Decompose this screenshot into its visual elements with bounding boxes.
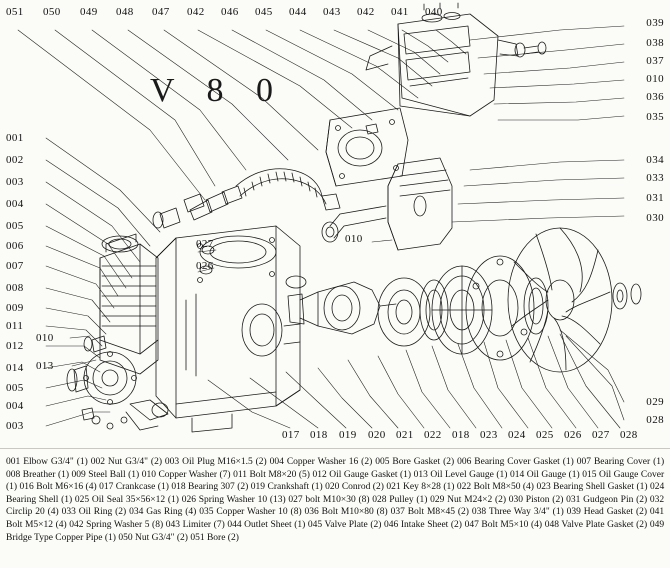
legend-no: 008 bbox=[6, 469, 21, 480]
legend-text: Bolt M10×80 (8) bbox=[321, 507, 388, 518]
legend-no: 046 bbox=[384, 519, 399, 530]
legend-item bbox=[227, 520, 305, 530]
legend-no: 024 bbox=[649, 482, 665, 493]
callout-008: 008 bbox=[6, 282, 24, 294]
callout-020: 020 bbox=[368, 429, 386, 441]
legend-text: Bearing Shell Gasket (1) bbox=[553, 482, 648, 493]
legend-text: Spring Washer 10 (13) bbox=[198, 494, 286, 505]
legend-item bbox=[577, 457, 664, 467]
legend-item bbox=[472, 507, 564, 517]
legend-text: Crankshaft (1) bbox=[267, 482, 323, 493]
legend-no: 012 bbox=[312, 469, 327, 480]
legend-text: Bearing Cover (1) bbox=[593, 457, 665, 467]
legend-no: 032 bbox=[649, 494, 665, 505]
legend-text: Oil Gauge Cover (1) bbox=[6, 469, 665, 493]
callout-034: 034 bbox=[646, 154, 664, 166]
legend-text: Breather (1) bbox=[22, 469, 70, 480]
legend-no: 010 bbox=[141, 469, 156, 480]
callout-018b: 018 bbox=[452, 429, 470, 441]
legend-no: 023 bbox=[536, 482, 551, 493]
legend-item bbox=[430, 495, 506, 505]
legend-item bbox=[391, 507, 469, 517]
legend-no: 019 bbox=[250, 482, 266, 493]
legend-text: Bearing Shell (1) bbox=[6, 494, 73, 505]
callout-010-right: 010 bbox=[646, 73, 664, 85]
legend-item bbox=[305, 507, 388, 517]
legend-item bbox=[414, 470, 508, 480]
legend-item bbox=[199, 507, 301, 517]
callout-003b: 003 bbox=[6, 420, 24, 432]
legend-item bbox=[375, 457, 454, 467]
callout-005b: 005 bbox=[6, 382, 24, 394]
legend-item bbox=[457, 457, 574, 467]
legend-no: 006 bbox=[457, 457, 472, 467]
legend-text: Bolt M5×12 (4) bbox=[6, 519, 67, 530]
legend-item bbox=[372, 495, 427, 505]
legend-text: Gudgeon Pin (2) bbox=[583, 494, 648, 505]
legend-item bbox=[69, 520, 163, 530]
legend-no: 028 bbox=[372, 494, 387, 505]
legend-no: 021 bbox=[386, 482, 401, 493]
callout-051: 051 bbox=[6, 6, 24, 18]
callout-038: 038 bbox=[646, 37, 664, 49]
legend-no: 013 bbox=[413, 469, 428, 480]
legend-text: Head Gasket (2) bbox=[583, 507, 648, 518]
callout-045: 045 bbox=[255, 6, 273, 18]
legend-item bbox=[142, 470, 231, 480]
legend-item bbox=[465, 520, 543, 530]
callout-026-inner: 026 bbox=[196, 260, 214, 272]
legend-item bbox=[190, 533, 239, 543]
legend-text: Oil Plug M16×1.5 (2) bbox=[182, 457, 267, 467]
legend-item bbox=[99, 482, 169, 492]
callout-027b: 027 bbox=[592, 429, 610, 441]
legend-no: 036 bbox=[304, 507, 319, 518]
legend-text: Oil Ring (2) bbox=[78, 507, 127, 518]
legend-no: 009 bbox=[71, 469, 86, 480]
legend-text: Piston (2) bbox=[525, 494, 564, 505]
callout-043: 043 bbox=[323, 6, 341, 18]
callout-003: 003 bbox=[6, 176, 24, 188]
legend-no: 030 bbox=[508, 494, 524, 505]
callout-022: 022 bbox=[424, 429, 442, 441]
legend-item bbox=[72, 470, 140, 480]
legend-item bbox=[457, 482, 534, 492]
legend-item bbox=[182, 495, 286, 505]
callout-018: 018 bbox=[310, 429, 328, 441]
legend-no: 025 bbox=[74, 494, 90, 505]
callout-010-left: 010 bbox=[36, 332, 54, 344]
legend-text: Oil Gauge (1) bbox=[526, 469, 580, 480]
legend-text: Conrod (2) bbox=[341, 482, 384, 493]
legend-text: Valve Plate Gasket (2) bbox=[561, 519, 648, 530]
callout-017: 017 bbox=[282, 429, 300, 441]
legend-no: 007 bbox=[576, 457, 591, 467]
callout-031: 031 bbox=[646, 192, 664, 204]
legend-item bbox=[165, 457, 267, 467]
legend-text: Three Way 3/4" (1) bbox=[488, 507, 564, 518]
legend-no: 039 bbox=[566, 507, 581, 518]
legend-no: 034 bbox=[129, 507, 144, 518]
legend-item bbox=[536, 482, 647, 492]
legend-item bbox=[118, 533, 188, 543]
callout-035: 035 bbox=[646, 111, 664, 123]
legend-item bbox=[171, 482, 248, 492]
legend-no: 031 bbox=[566, 494, 581, 505]
legend-no: 041 bbox=[649, 507, 665, 518]
legend-text: Circlip 20 (4) bbox=[6, 507, 59, 518]
legend-item bbox=[75, 495, 179, 505]
callout-023: 023 bbox=[480, 429, 498, 441]
legend-item bbox=[233, 470, 310, 480]
legend-item bbox=[308, 520, 382, 530]
legend-item bbox=[91, 457, 162, 467]
legend-no: 014 bbox=[509, 469, 525, 480]
legend-item bbox=[288, 495, 369, 505]
legend-no: 016 bbox=[19, 482, 34, 493]
legend-item bbox=[566, 495, 647, 505]
callout-028: 028 bbox=[646, 414, 664, 426]
legend-text: Bolt M8×50 (4) bbox=[473, 482, 534, 493]
legend-text: Bolt M8×45 (2) bbox=[407, 507, 469, 518]
legend-divider bbox=[0, 448, 670, 449]
legend-no: 004 bbox=[269, 457, 284, 467]
legend-text: bolt M10×30 (8) bbox=[305, 494, 370, 505]
legend-no: 051 bbox=[190, 532, 205, 543]
callout-004: 004 bbox=[6, 198, 24, 210]
legend-text: Copper Washer 16 (2) bbox=[286, 457, 373, 467]
legend-item bbox=[509, 495, 564, 505]
legend-no: 049 bbox=[649, 519, 665, 530]
callout-013: 013 bbox=[36, 360, 54, 372]
callout-009: 009 bbox=[6, 302, 24, 314]
legend-text: Oil Seal 35×56×12 (1) bbox=[91, 494, 179, 505]
legend-no: 044 bbox=[227, 519, 242, 530]
legend-no: 018 bbox=[171, 482, 186, 493]
legend-text: Oil Level Gauge (1) bbox=[430, 469, 508, 480]
legend-item bbox=[545, 520, 648, 530]
callout-001: 001 bbox=[6, 132, 24, 144]
legend-no: 045 bbox=[307, 519, 323, 530]
callout-010-inner: 010 bbox=[345, 233, 363, 245]
callout-049: 049 bbox=[80, 6, 98, 18]
callout-050: 050 bbox=[43, 6, 61, 18]
callout-024: 024 bbox=[508, 429, 526, 441]
legend-text: Steel Ball (1) bbox=[88, 469, 140, 480]
legend-no: 033 bbox=[61, 507, 76, 518]
legend-text: Bridge Type Copper Pipe (1) bbox=[6, 532, 116, 543]
legend-item bbox=[62, 507, 127, 517]
legend-text: Copper Washer 10 (8) bbox=[216, 507, 302, 518]
legend-text: Intake Sheet (2) bbox=[400, 519, 462, 530]
callout-019: 019 bbox=[339, 429, 357, 441]
callout-027-inner: 027 bbox=[196, 238, 214, 250]
legend-no: 037 bbox=[390, 507, 405, 518]
legend-item bbox=[567, 507, 647, 517]
callout-005: 005 bbox=[6, 220, 24, 232]
legend-no: 042 bbox=[69, 519, 84, 530]
callout-011: 011 bbox=[6, 320, 24, 332]
legend-no: 005 bbox=[375, 457, 390, 467]
legend-no: 047 bbox=[464, 519, 479, 530]
callout-041: 041 bbox=[391, 6, 409, 18]
legend-item bbox=[20, 482, 97, 492]
callout-021: 021 bbox=[396, 429, 414, 441]
legend-item bbox=[325, 482, 384, 492]
callout-004b: 004 bbox=[6, 400, 24, 412]
callout-025: 025 bbox=[536, 429, 554, 441]
legend-text: Nut G3/4" (2) bbox=[107, 457, 162, 467]
legend-item bbox=[386, 482, 454, 492]
callout-026b: 026 bbox=[564, 429, 582, 441]
legend-text: Bore Gasket (2) bbox=[392, 457, 455, 467]
model-title: V 8 0 bbox=[150, 72, 285, 109]
callout-042-top: 042 bbox=[187, 6, 205, 18]
legend-no: 017 bbox=[99, 482, 114, 493]
legend-text: Bolt M6×16 (4) bbox=[36, 482, 97, 493]
callout-046: 046 bbox=[221, 6, 239, 18]
callout-014: 014 bbox=[6, 362, 24, 374]
legend-text: Limiter (7) bbox=[182, 519, 225, 530]
callout-007: 007 bbox=[6, 260, 24, 272]
legend-item bbox=[129, 507, 196, 517]
legend-item bbox=[312, 470, 411, 480]
legend-item bbox=[6, 457, 88, 467]
callout-029: 029 bbox=[646, 396, 664, 408]
legend-item bbox=[510, 470, 580, 480]
legend-text: Bearing Cover Gasket (1) bbox=[474, 457, 574, 467]
legend-text: Bolt M5×10 (4) bbox=[481, 519, 543, 530]
parts-legend bbox=[0, 452, 670, 544]
callout-044: 044 bbox=[289, 6, 307, 18]
legend-no: 035 bbox=[199, 507, 214, 518]
callout-028b: 028 bbox=[620, 429, 638, 441]
callout-006: 006 bbox=[6, 240, 24, 252]
legend-no: 002 bbox=[90, 457, 105, 467]
legend-text: Valve Plate (2) bbox=[324, 519, 382, 530]
legend-item bbox=[251, 482, 323, 492]
callout-012: 012 bbox=[6, 340, 24, 352]
legend-item bbox=[166, 520, 225, 530]
legend-item bbox=[6, 470, 69, 480]
legend-no: 011 bbox=[233, 469, 247, 480]
legend-text: Copper Washer (7) bbox=[158, 469, 231, 480]
legend-no: 022 bbox=[456, 482, 472, 493]
legend-no: 020 bbox=[325, 482, 340, 493]
callout-002: 002 bbox=[6, 154, 24, 166]
legend-text: Gas Ring (4) bbox=[146, 507, 197, 518]
legend-text: Nut M24×2 (2) bbox=[447, 494, 507, 505]
legend-text: Key 8×28 (1) bbox=[403, 482, 455, 493]
legend-text: Bearing 307 (2) bbox=[188, 482, 249, 493]
legend-text: Crankcase (1) bbox=[115, 482, 169, 493]
legend-no: 001 bbox=[6, 457, 21, 467]
legend-no: 048 bbox=[544, 519, 559, 530]
legend-text: Bore (2) bbox=[206, 532, 239, 543]
legend-text: Nut G3/4" (2) bbox=[134, 532, 188, 543]
callout-033: 033 bbox=[646, 172, 664, 184]
legend-text: Elbow G3/4" (1) bbox=[23, 457, 88, 467]
legend-text: Bolt M8×20 (5) bbox=[249, 469, 310, 480]
callout-048: 048 bbox=[116, 6, 134, 18]
callout-037: 037 bbox=[646, 55, 664, 67]
legend-no: 029 bbox=[430, 494, 445, 505]
callout-040: 040 bbox=[425, 6, 443, 18]
legend-text: Spring Washer 5 (8) bbox=[86, 519, 164, 530]
callout-047: 047 bbox=[152, 6, 170, 18]
legend-no: 003 bbox=[164, 457, 180, 467]
legend-no: 038 bbox=[471, 507, 487, 518]
legend-item bbox=[384, 520, 462, 530]
legend-no: 050 bbox=[118, 532, 133, 543]
legend-no: 043 bbox=[165, 519, 180, 530]
legend-text: Pulley (1) bbox=[389, 494, 428, 505]
legend-no: 015 bbox=[582, 469, 597, 480]
legend-no: 027 bbox=[288, 494, 303, 505]
legend-no: 026 bbox=[181, 494, 196, 505]
callout-039: 039 bbox=[646, 17, 664, 29]
callout-030: 030 bbox=[646, 212, 664, 224]
callout-042b: 042 bbox=[357, 6, 375, 18]
legend-text: Outlet Sheet (1) bbox=[244, 519, 306, 530]
legend-text: Oil Gauge Gasket (1) bbox=[329, 469, 412, 480]
legend-item bbox=[270, 457, 373, 467]
callout-036: 036 bbox=[646, 91, 664, 103]
